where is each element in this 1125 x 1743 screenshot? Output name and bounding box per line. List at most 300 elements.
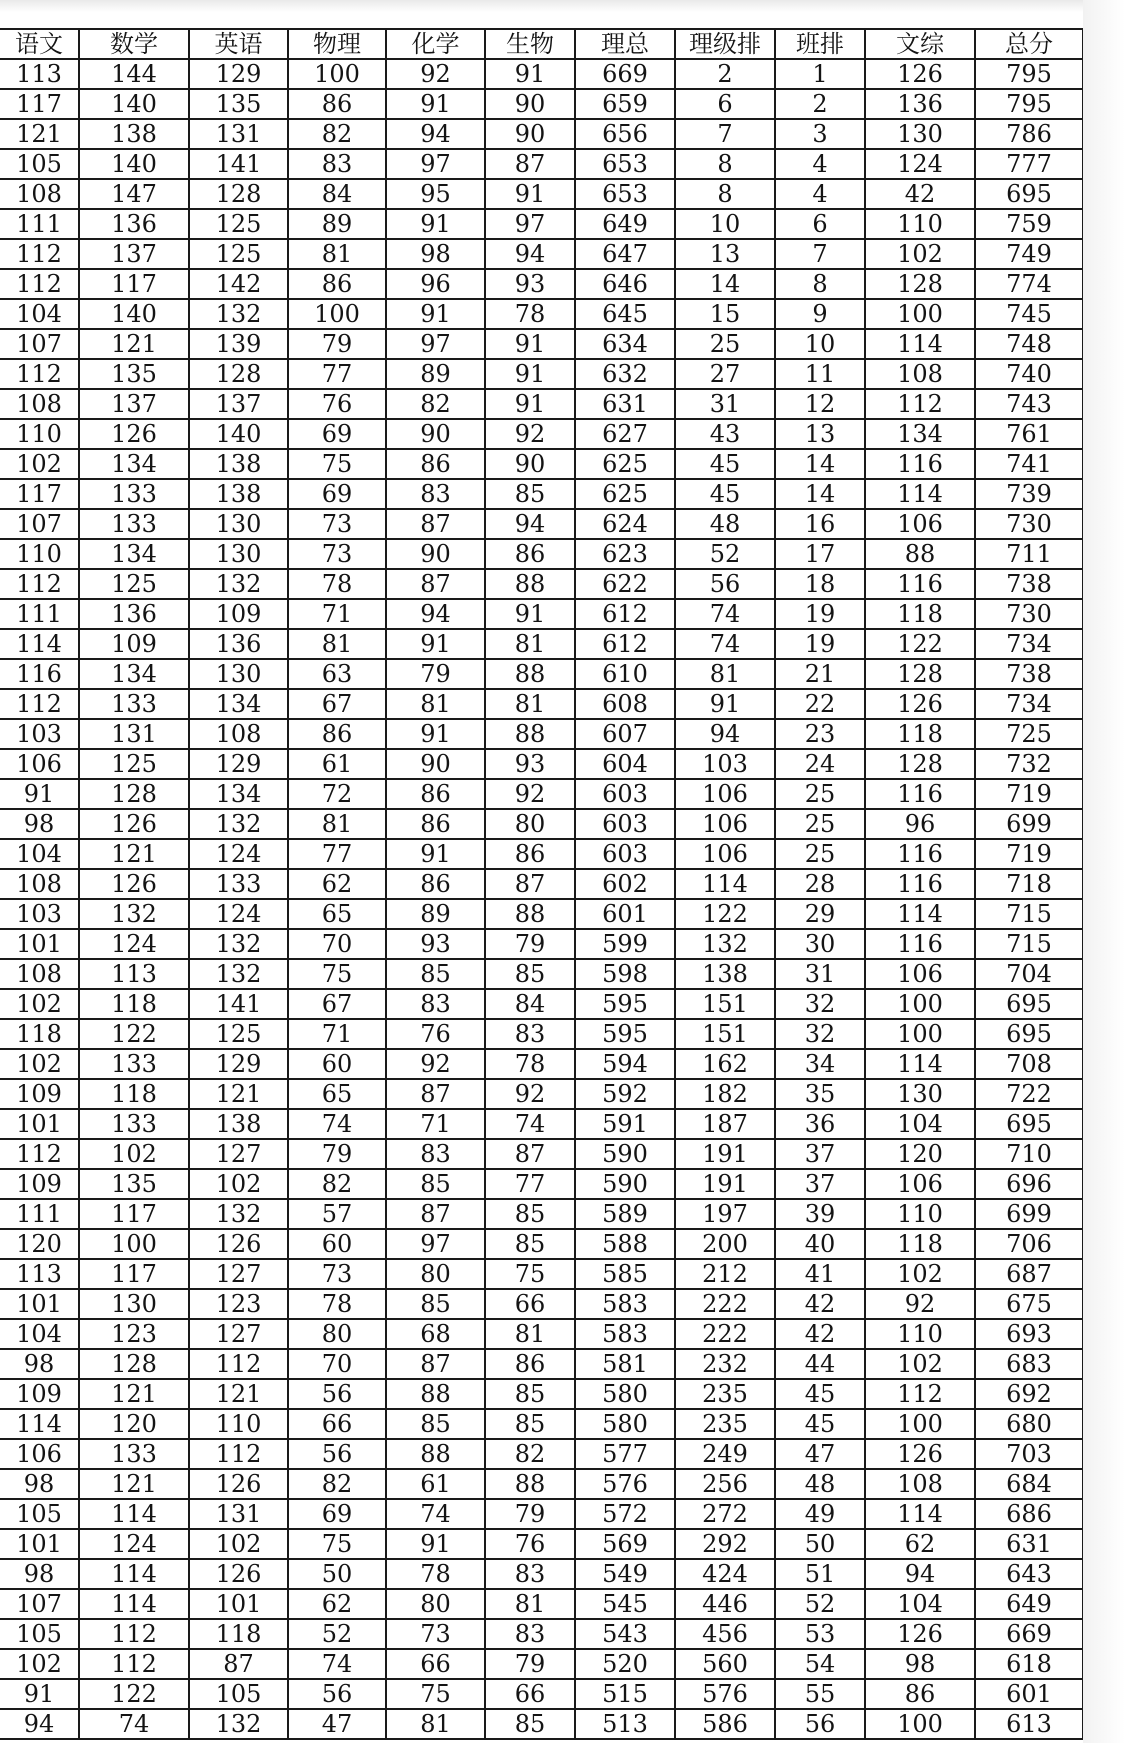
cell-col-total: 786 (975, 119, 1083, 149)
cell-col-class-rank: 4 (775, 149, 865, 179)
cell-col-biology: 97 (485, 209, 575, 239)
cell-col-liberal-arts: 110 (865, 1319, 975, 1349)
cell-col-liberal-arts: 118 (865, 599, 975, 629)
cell-col-chinese: 108 (0, 179, 79, 209)
cell-col-math: 100 (79, 1229, 189, 1259)
cell-col-science-total: 595 (575, 989, 675, 1019)
cell-col-math: 113 (79, 959, 189, 989)
cell-col-english: 126 (189, 1559, 288, 1589)
header-col-english: 英语 (189, 29, 288, 59)
cell-col-chinese: 117 (0, 479, 79, 509)
cell-col-science-total: 513 (575, 1709, 675, 1739)
cell-col-class-rank: 24 (775, 749, 865, 779)
cell-col-science-total: 604 (575, 749, 675, 779)
cell-col-biology: 88 (485, 659, 575, 689)
cell-col-biology: 86 (485, 839, 575, 869)
cell-col-science-total: 520 (575, 1649, 675, 1679)
cell-col-math: 136 (79, 209, 189, 239)
cell-col-chemistry: 80 (386, 1589, 485, 1619)
cell-col-math: 128 (79, 1349, 189, 1379)
cell-col-class-rank: 56 (775, 1709, 865, 1739)
table-row (0, 749, 1083, 779)
cell-col-biology: 81 (485, 1319, 575, 1349)
cell-col-chinese: 109 (0, 1169, 79, 1199)
cell-col-chemistry: 86 (386, 779, 485, 809)
cell-col-class-rank: 19 (775, 629, 865, 659)
cell-col-english: 132 (189, 569, 288, 599)
cell-col-total: 686 (975, 1499, 1083, 1529)
cell-col-physics: 100 (288, 299, 386, 329)
cell-col-biology: 86 (485, 539, 575, 569)
cell-col-physics: 67 (288, 989, 386, 1019)
cell-col-english: 130 (189, 509, 288, 539)
cell-col-chemistry: 86 (386, 869, 485, 899)
cell-col-physics: 67 (288, 689, 386, 719)
cell-col-chemistry: 85 (386, 1289, 485, 1319)
cell-col-math: 134 (79, 449, 189, 479)
cell-col-liberal-arts: 116 (865, 839, 975, 869)
cell-col-chinese: 112 (0, 359, 79, 389)
cell-col-math: 122 (79, 1679, 189, 1709)
cell-col-english: 121 (189, 1079, 288, 1109)
cell-col-math: 133 (79, 1049, 189, 1079)
cell-col-chemistry: 81 (386, 1709, 485, 1739)
cell-col-grade-rank: 235 (675, 1379, 775, 1409)
cell-col-grade-rank: 222 (675, 1289, 775, 1319)
cell-col-grade-rank: 138 (675, 959, 775, 989)
cell-col-math: 135 (79, 1169, 189, 1199)
cell-col-physics: 65 (288, 1079, 386, 1109)
cell-col-science-total: 590 (575, 1169, 675, 1199)
cell-col-total: 730 (975, 599, 1083, 629)
cell-col-english: 142 (189, 269, 288, 299)
cell-col-class-rank: 30 (775, 929, 865, 959)
cell-col-math: 112 (79, 1649, 189, 1679)
cell-col-biology: 76 (485, 1529, 575, 1559)
cell-col-science-total: 583 (575, 1289, 675, 1319)
table-row (0, 599, 1083, 629)
cell-col-physics: 69 (288, 479, 386, 509)
cell-col-total: 777 (975, 149, 1083, 179)
cell-col-physics: 100 (288, 59, 386, 89)
cell-col-chemistry: 98 (386, 239, 485, 269)
cell-col-biology: 87 (485, 869, 575, 899)
cell-col-total: 704 (975, 959, 1083, 989)
cell-col-science-total: 580 (575, 1379, 675, 1409)
cell-col-english: 125 (189, 209, 288, 239)
cell-col-physics: 50 (288, 1559, 386, 1589)
cell-col-biology: 91 (485, 389, 575, 419)
cell-col-chemistry: 88 (386, 1439, 485, 1469)
cell-col-physics: 73 (288, 1259, 386, 1289)
cell-col-chinese: 112 (0, 239, 79, 269)
cell-col-biology: 87 (485, 149, 575, 179)
cell-col-biology: 66 (485, 1679, 575, 1709)
cell-col-science-total: 580 (575, 1409, 675, 1439)
table-row (0, 629, 1083, 659)
cell-col-chinese: 102 (0, 989, 79, 1019)
cell-col-chemistry: 93 (386, 929, 485, 959)
cell-col-chinese: 102 (0, 1049, 79, 1079)
cell-col-biology: 74 (485, 1109, 575, 1139)
table-row (0, 1559, 1083, 1589)
cell-col-liberal-arts: 110 (865, 209, 975, 239)
cell-col-total: 715 (975, 929, 1083, 959)
cell-col-grade-rank: 191 (675, 1169, 775, 1199)
cell-col-math: 140 (79, 149, 189, 179)
cell-col-total: 695 (975, 1019, 1083, 1049)
cell-col-science-total: 545 (575, 1589, 675, 1619)
cell-col-class-rank: 14 (775, 479, 865, 509)
cell-col-math: 114 (79, 1559, 189, 1589)
cell-col-grade-rank: 31 (675, 389, 775, 419)
table-header (0, 29, 1083, 59)
cell-col-math: 133 (79, 1439, 189, 1469)
cell-col-english: 102 (189, 1169, 288, 1199)
cell-col-physics: 73 (288, 509, 386, 539)
cell-col-science-total: 589 (575, 1199, 675, 1229)
cell-col-liberal-arts: 126 (865, 1619, 975, 1649)
cell-col-total: 683 (975, 1349, 1083, 1379)
cell-col-english: 131 (189, 1499, 288, 1529)
table-row (0, 389, 1083, 419)
table-row (0, 839, 1083, 869)
cell-col-english: 123 (189, 1289, 288, 1319)
cell-col-total: 710 (975, 1139, 1083, 1169)
cell-col-liberal-arts: 100 (865, 989, 975, 1019)
cell-col-liberal-arts: 108 (865, 359, 975, 389)
cell-col-chinese: 98 (0, 1469, 79, 1499)
cell-col-biology: 78 (485, 1049, 575, 1079)
table-row (0, 1469, 1083, 1499)
cell-col-grade-rank: 232 (675, 1349, 775, 1379)
cell-col-total: 749 (975, 239, 1083, 269)
cell-col-math: 132 (79, 899, 189, 929)
cell-col-chemistry: 94 (386, 119, 485, 149)
table-row (0, 779, 1083, 809)
cell-col-science-total: 627 (575, 419, 675, 449)
cell-col-chinese: 103 (0, 899, 79, 929)
cell-col-physics: 65 (288, 899, 386, 929)
cell-col-chemistry: 95 (386, 179, 485, 209)
cell-col-class-rank: 19 (775, 599, 865, 629)
cell-col-class-rank: 16 (775, 509, 865, 539)
cell-col-chemistry: 86 (386, 449, 485, 479)
table-row (0, 1589, 1083, 1619)
cell-col-science-total: 623 (575, 539, 675, 569)
cell-col-science-total: 645 (575, 299, 675, 329)
cell-col-total: 719 (975, 839, 1083, 869)
cell-col-total: 649 (975, 1589, 1083, 1619)
cell-col-chinese: 102 (0, 1649, 79, 1679)
cell-col-liberal-arts: 92 (865, 1289, 975, 1319)
cell-col-english: 138 (189, 479, 288, 509)
cell-col-grade-rank: 52 (675, 539, 775, 569)
cell-col-science-total: 612 (575, 599, 675, 629)
table-row (0, 809, 1083, 839)
cell-col-science-total: 622 (575, 569, 675, 599)
cell-col-total: 703 (975, 1439, 1083, 1469)
cell-col-chinese: 104 (0, 1319, 79, 1349)
cell-col-grade-rank: 91 (675, 689, 775, 719)
cell-col-biology: 88 (485, 719, 575, 749)
cell-col-physics: 77 (288, 839, 386, 869)
table-row (0, 689, 1083, 719)
header-col-class-rank: 班排 (775, 29, 865, 59)
cell-col-grade-rank: 446 (675, 1589, 775, 1619)
cell-col-total: 725 (975, 719, 1083, 749)
cell-col-liberal-arts: 102 (865, 1259, 975, 1289)
cell-col-physics: 57 (288, 1199, 386, 1229)
cell-col-chinese: 116 (0, 659, 79, 689)
cell-col-chinese: 113 (0, 59, 79, 89)
cell-col-english: 129 (189, 1049, 288, 1079)
cell-col-math: 125 (79, 749, 189, 779)
cell-col-math: 137 (79, 389, 189, 419)
header-col-grade-rank: 理级排 (675, 29, 775, 59)
cell-col-biology: 84 (485, 989, 575, 1019)
cell-col-grade-rank: 122 (675, 899, 775, 929)
cell-col-math: 133 (79, 509, 189, 539)
cell-col-liberal-arts: 96 (865, 809, 975, 839)
cell-col-science-total: 631 (575, 389, 675, 419)
table-row (0, 989, 1083, 1019)
cell-col-chinese: 107 (0, 329, 79, 359)
cell-col-liberal-arts: 102 (865, 239, 975, 269)
cell-col-english: 134 (189, 689, 288, 719)
cell-col-liberal-arts: 126 (865, 1439, 975, 1469)
cell-col-grade-rank: 8 (675, 149, 775, 179)
cell-col-chinese: 101 (0, 1289, 79, 1319)
cell-col-class-rank: 42 (775, 1289, 865, 1319)
cell-col-physics: 62 (288, 869, 386, 899)
cell-col-biology: 91 (485, 329, 575, 359)
table-body (0, 59, 1083, 1739)
cell-col-science-total: 608 (575, 689, 675, 719)
cell-col-class-rank: 32 (775, 989, 865, 1019)
table-row (0, 1049, 1083, 1079)
table-row (0, 479, 1083, 509)
cell-col-liberal-arts: 106 (865, 509, 975, 539)
cell-col-physics: 56 (288, 1679, 386, 1709)
cell-col-liberal-arts: 130 (865, 1079, 975, 1109)
cell-col-chemistry: 96 (386, 269, 485, 299)
cell-col-english: 121 (189, 1379, 288, 1409)
cell-col-class-rank: 2 (775, 89, 865, 119)
cell-col-chinese: 112 (0, 1139, 79, 1169)
cell-col-class-rank: 55 (775, 1679, 865, 1709)
cell-col-english: 132 (189, 809, 288, 839)
cell-col-chinese: 121 (0, 119, 79, 149)
cell-col-liberal-arts: 98 (865, 1649, 975, 1679)
cell-col-math: 133 (79, 689, 189, 719)
cell-col-english: 133 (189, 869, 288, 899)
cell-col-grade-rank: 212 (675, 1259, 775, 1289)
cell-col-chinese: 117 (0, 89, 79, 119)
cell-col-biology: 81 (485, 689, 575, 719)
cell-col-total: 695 (975, 989, 1083, 1019)
cell-col-class-rank: 11 (775, 359, 865, 389)
cell-col-class-rank: 14 (775, 449, 865, 479)
cell-col-chemistry: 76 (386, 1019, 485, 1049)
cell-col-physics: 81 (288, 239, 386, 269)
cell-col-biology: 85 (485, 1379, 575, 1409)
cell-col-chinese: 101 (0, 929, 79, 959)
cell-col-chinese: 94 (0, 1709, 79, 1739)
cell-col-physics: 69 (288, 419, 386, 449)
cell-col-math: 109 (79, 629, 189, 659)
cell-col-total: 696 (975, 1169, 1083, 1199)
table-row (0, 1169, 1083, 1199)
cell-col-total: 695 (975, 179, 1083, 209)
cell-col-biology: 79 (485, 1499, 575, 1529)
cell-col-chinese: 108 (0, 389, 79, 419)
cell-col-science-total: 632 (575, 359, 675, 389)
cell-col-total: 613 (975, 1709, 1083, 1739)
table-row (0, 419, 1083, 449)
cell-col-class-rank: 17 (775, 539, 865, 569)
cell-col-physics: 70 (288, 1349, 386, 1379)
cell-col-biology: 94 (485, 509, 575, 539)
cell-col-biology: 80 (485, 809, 575, 839)
cell-col-chemistry: 66 (386, 1649, 485, 1679)
cell-col-liberal-arts: 118 (865, 1229, 975, 1259)
header-col-chinese: 语文 (0, 29, 79, 59)
cell-col-class-rank: 54 (775, 1649, 865, 1679)
cell-col-math: 120 (79, 1409, 189, 1439)
cell-col-physics: 62 (288, 1589, 386, 1619)
cell-col-english: 136 (189, 629, 288, 659)
cell-col-class-rank: 9 (775, 299, 865, 329)
cell-col-class-rank: 34 (775, 1049, 865, 1079)
cell-col-liberal-arts: 102 (865, 1349, 975, 1379)
table-row (0, 89, 1083, 119)
cell-col-science-total: 625 (575, 449, 675, 479)
cell-col-math: 140 (79, 89, 189, 119)
cell-col-class-rank: 35 (775, 1079, 865, 1109)
cell-col-science-total: 610 (575, 659, 675, 689)
cell-col-physics: 74 (288, 1109, 386, 1139)
cell-col-liberal-arts: 100 (865, 299, 975, 329)
table-row (0, 269, 1083, 299)
cell-col-liberal-arts: 100 (865, 1019, 975, 1049)
cell-col-chinese: 113 (0, 1259, 79, 1289)
cell-col-grade-rank: 200 (675, 1229, 775, 1259)
header-col-total: 总分 (975, 29, 1083, 59)
cell-col-science-total: 576 (575, 1469, 675, 1499)
cell-col-physics: 81 (288, 629, 386, 659)
cell-col-english: 128 (189, 359, 288, 389)
cell-col-chemistry: 89 (386, 899, 485, 929)
cell-col-total: 741 (975, 449, 1083, 479)
cell-col-english: 105 (189, 1679, 288, 1709)
cell-col-class-rank: 1 (775, 59, 865, 89)
cell-col-chemistry: 97 (386, 1229, 485, 1259)
table-row (0, 1199, 1083, 1229)
cell-col-math: 118 (79, 989, 189, 1019)
cell-col-liberal-arts: 94 (865, 1559, 975, 1589)
cell-col-biology: 85 (485, 1229, 575, 1259)
cell-col-grade-rank: 151 (675, 1019, 775, 1049)
cell-col-english: 132 (189, 929, 288, 959)
cell-col-class-rank: 7 (775, 239, 865, 269)
cell-col-total: 734 (975, 629, 1083, 659)
table-row (0, 359, 1083, 389)
cell-col-biology: 91 (485, 179, 575, 209)
cell-col-biology: 91 (485, 359, 575, 389)
table-row (0, 1349, 1083, 1379)
cell-col-biology: 77 (485, 1169, 575, 1199)
cell-col-class-rank: 37 (775, 1139, 865, 1169)
cell-col-total: 684 (975, 1469, 1083, 1499)
table-row (0, 1379, 1083, 1409)
cell-col-biology: 94 (485, 239, 575, 269)
cell-col-liberal-arts: 116 (865, 869, 975, 899)
cell-col-science-total: 569 (575, 1529, 675, 1559)
cell-col-grade-rank: 197 (675, 1199, 775, 1229)
cell-col-total: 695 (975, 1109, 1083, 1139)
cell-col-liberal-arts: 110 (865, 1199, 975, 1229)
cell-col-math: 138 (79, 119, 189, 149)
cell-col-total: 708 (975, 1049, 1083, 1079)
cell-col-english: 137 (189, 389, 288, 419)
cell-col-chemistry: 87 (386, 1079, 485, 1109)
cell-col-class-rank: 41 (775, 1259, 865, 1289)
cell-col-grade-rank: 132 (675, 929, 775, 959)
cell-col-biology: 85 (485, 959, 575, 989)
cell-col-physics: 79 (288, 1139, 386, 1169)
cell-col-science-total: 624 (575, 509, 675, 539)
cell-col-grade-rank: 13 (675, 239, 775, 269)
cell-col-english: 131 (189, 119, 288, 149)
cell-col-total: 795 (975, 59, 1083, 89)
cell-col-english: 101 (189, 1589, 288, 1619)
cell-col-physics: 83 (288, 149, 386, 179)
cell-col-chemistry: 83 (386, 989, 485, 1019)
cell-col-liberal-arts: 42 (865, 179, 975, 209)
score-sheet (0, 28, 1083, 1743)
cell-col-liberal-arts: 114 (865, 479, 975, 509)
cell-col-chemistry: 79 (386, 659, 485, 689)
cell-col-grade-rank: 45 (675, 479, 775, 509)
header-row (0, 29, 1083, 59)
cell-col-liberal-arts: 112 (865, 1379, 975, 1409)
cell-col-english: 124 (189, 899, 288, 929)
cell-col-chinese: 112 (0, 269, 79, 299)
cell-col-total: 748 (975, 329, 1083, 359)
cell-col-grade-rank: 182 (675, 1079, 775, 1109)
cell-col-chinese: 106 (0, 749, 79, 779)
cell-col-total: 669 (975, 1619, 1083, 1649)
cell-col-total: 759 (975, 209, 1083, 239)
cell-col-liberal-arts: 100 (865, 1709, 975, 1739)
cell-col-grade-rank: 235 (675, 1409, 775, 1439)
cell-col-chinese: 114 (0, 1409, 79, 1439)
cell-col-grade-rank: 424 (675, 1559, 775, 1589)
cell-col-english: 135 (189, 89, 288, 119)
cell-col-chinese: 98 (0, 1559, 79, 1589)
cell-col-total: 732 (975, 749, 1083, 779)
cell-col-math: 130 (79, 1289, 189, 1319)
cell-col-biology: 91 (485, 599, 575, 629)
cell-col-science-total: 603 (575, 779, 675, 809)
cell-col-english: 108 (189, 719, 288, 749)
cell-col-math: 74 (79, 1709, 189, 1739)
table-row (0, 179, 1083, 209)
cell-col-physics: 71 (288, 599, 386, 629)
cell-col-physics: 82 (288, 1469, 386, 1499)
cell-col-chemistry: 97 (386, 329, 485, 359)
